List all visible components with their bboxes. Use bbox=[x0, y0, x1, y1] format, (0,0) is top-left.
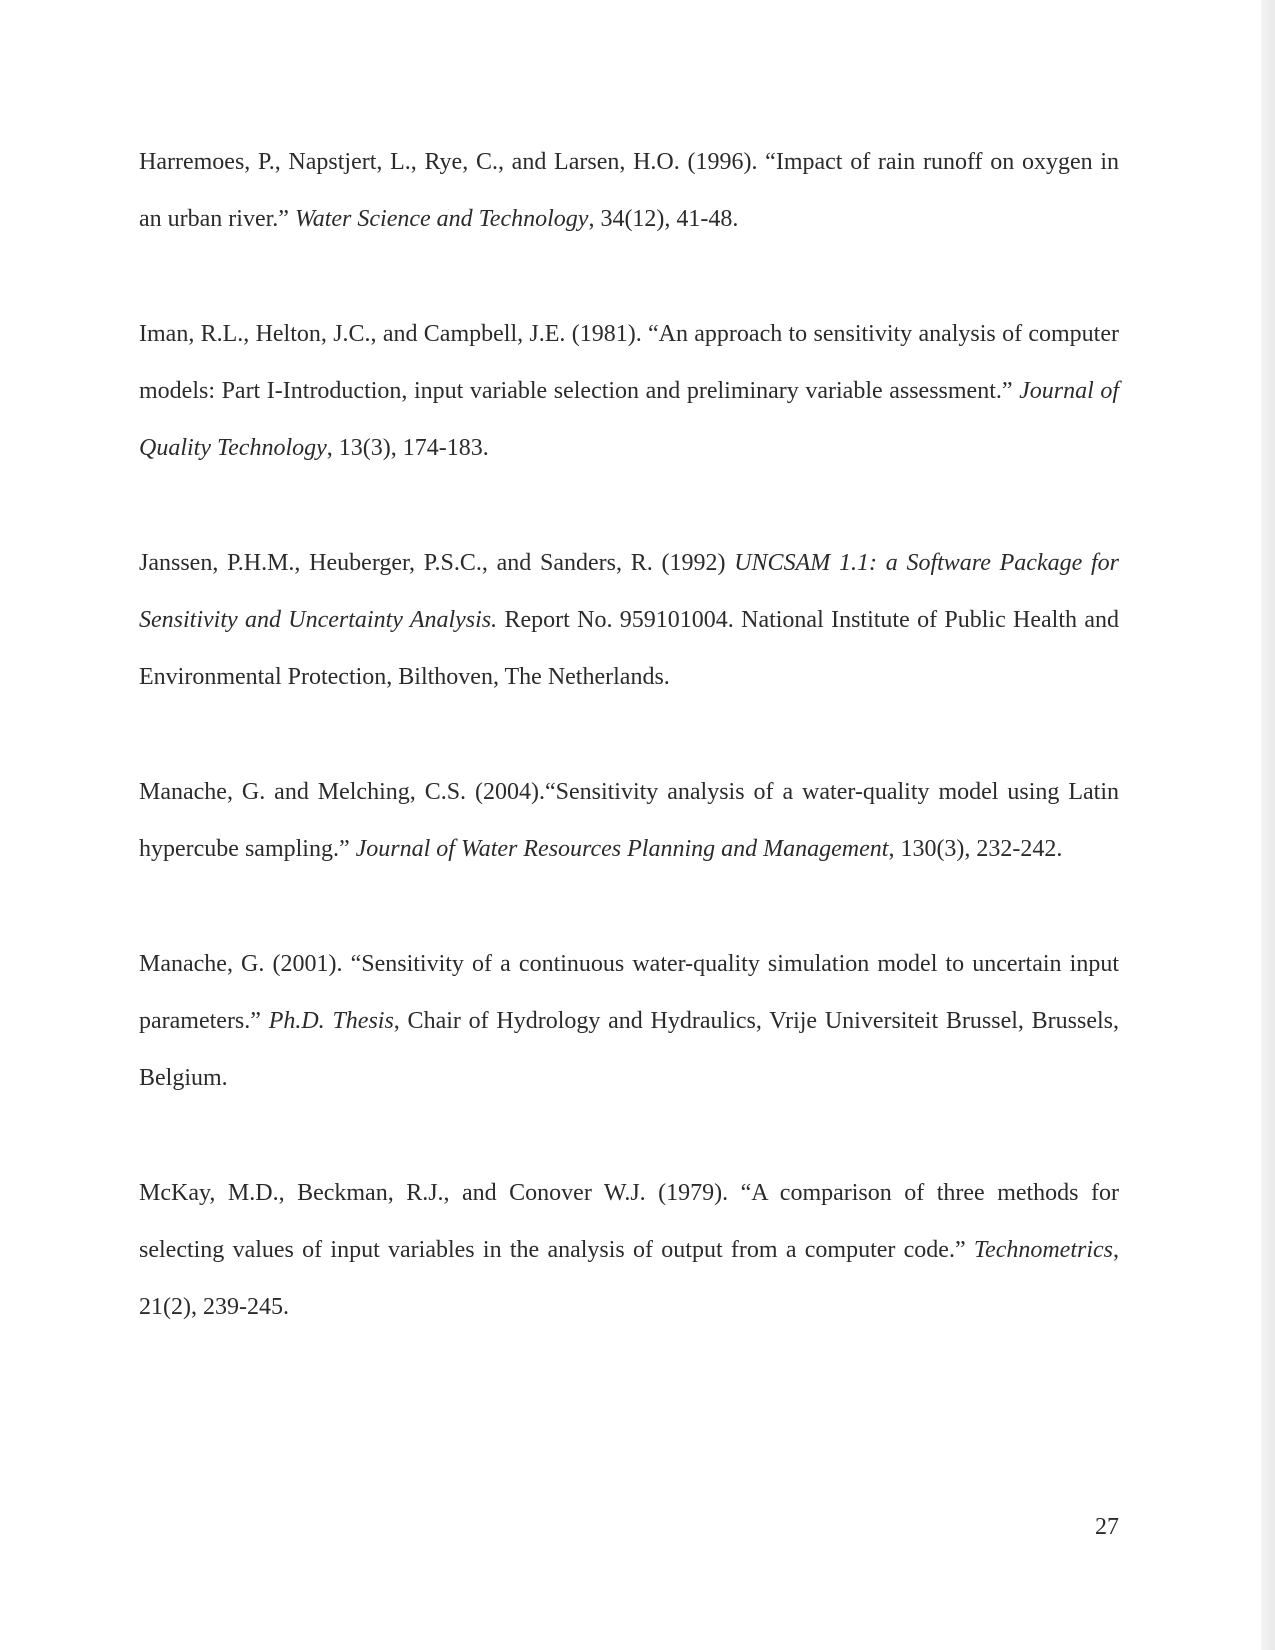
reference-title: UNCSAM 1.1: a Software Package for Sensitivity and Uncertainty Analysis. bbox=[139, 550, 1120, 633]
reference-iman-1981 bbox=[139, 306, 1119, 477]
reference-citation: Report No. 959101004. National Institute of Public Health and Environmental Protection, Bilthoven, The Netherlands. bbox=[139, 607, 1119, 690]
reference-harremoes-1996 bbox=[139, 134, 1119, 248]
reference-thesis: Ph.D. Thesis bbox=[268, 1008, 394, 1034]
reference-text: McKay, M.D., Beckman, R.J., and Conover W.J. (1979). “A comparison of three methods for selecting values of input variables in the analysis of output from a computer code.” bbox=[139, 1180, 1119, 1263]
reference-text: Manache, G. (2001). “Sensitivity of a continuous water-quality simulation model to uncertain input parameters.” bbox=[139, 951, 1119, 1034]
reference-list bbox=[139, 134, 1119, 1336]
reference-manache-2001 bbox=[139, 936, 1119, 1107]
reference-text: Manache, G. and Melching, C.S. (2004).“Sensitivity analysis of a water-quality model using Latin hypercube sampling.” bbox=[139, 779, 1119, 862]
reference-text: Iman, R.L., Helton, J.C., and Campbell, J.E. (1981). “An approach to sensitivity analysis of computer models: Part I-Introduction, input variable selection and preliminary variable assessment.” bbox=[139, 321, 1119, 404]
reference-janssen-1992 bbox=[139, 535, 1119, 706]
page-edge bbox=[1261, 0, 1275, 1650]
reference-journal: Water Science and Technology bbox=[294, 206, 589, 232]
reference-citation: , 21(2), 239-245. bbox=[139, 1237, 1119, 1320]
reference-text: Janssen, P.H.M., Heuberger, P.S.C., and Sanders, R. (1992) bbox=[139, 550, 735, 576]
reference-journal: Journal of Water Resources Planning and Management bbox=[355, 836, 889, 862]
reference-citation: , 13(3), 174-183. bbox=[326, 435, 489, 461]
reference-manache-melching-2004 bbox=[139, 764, 1119, 878]
reference-citation: , Chair of Hydrology and Hydraulics, Vrije Universiteit Brussel, Brussels, Belgium. bbox=[139, 1008, 1119, 1091]
reference-citation: , 130(3), 232-242. bbox=[888, 836, 1063, 862]
reference-text: Harremoes, P., Napstjert, L., Rye, C., and Larsen, H.O. (1996). “Impact of rain runoff on oxygen in an urban river.” bbox=[139, 149, 1119, 232]
reference-journal: Journal of Quality Technology bbox=[139, 378, 1120, 461]
reference-mckay-1979 bbox=[139, 1165, 1119, 1336]
reference-journal: Technometrics bbox=[973, 1237, 1113, 1263]
page-number: 27 bbox=[1095, 1514, 1119, 1540]
reference-citation: , 34(12), 41-48. bbox=[588, 206, 739, 232]
